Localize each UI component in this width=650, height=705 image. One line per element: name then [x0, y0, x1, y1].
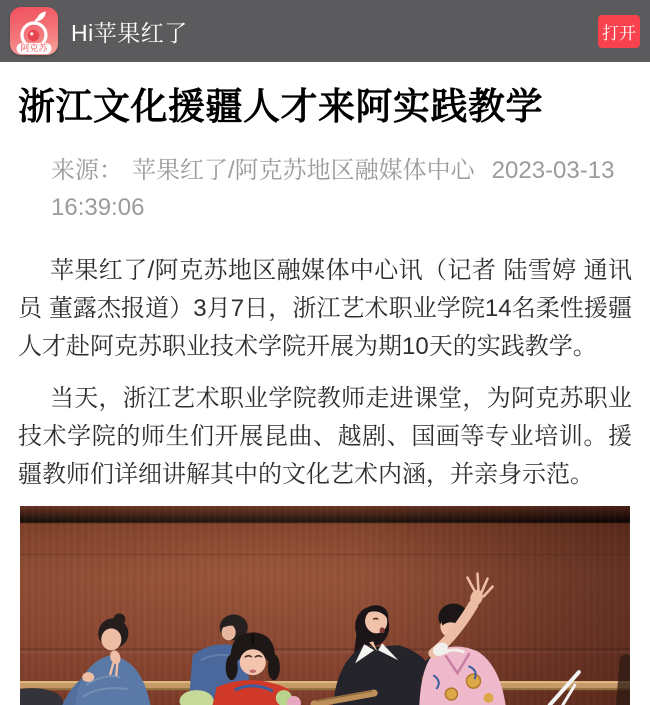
source-value: 苹果红了/阿克苏地区融媒体中心 — [132, 157, 475, 184]
smart-app-banner[interactable] — [0, 0, 650, 62]
paragraph-1: 苹果红了/阿克苏地区融媒体中心讯（记者 陆雪婷 通讯员 董露杰报道）3月7日，浙江艺术职业学院14名柔性援疆人才赴阿克苏职业技术学院开展为期10天的实践教学。 — [18, 257, 632, 360]
article-body — [0, 84, 650, 705]
paragraph-2: 当天，浙江艺术职业学院教师走进课堂，为阿克苏职业技术学院的师生们开展昆曲、越剧、国画等专业培训。援疆教师们详细讲解其中的文化艺术内涵，并亲身示范。 — [18, 385, 632, 488]
publish-time: 2023-03-13 16:39:06 — [51, 157, 615, 221]
app-name: Hi苹果红了 — [71, 19, 188, 46]
open-app-button[interactable]: 打开 — [598, 15, 640, 48]
article-title: 浙江文化援疆人才来阿实践教学 — [18, 86, 543, 127]
app-logo — [10, 7, 58, 55]
article-source-line — [18, 152, 632, 226]
source-label: 来源： — [51, 157, 123, 184]
classroom-photo-illustration — [20, 506, 630, 705]
app-icon-badge: 阿克苏 — [16, 43, 51, 54]
article-photo — [20, 506, 630, 705]
